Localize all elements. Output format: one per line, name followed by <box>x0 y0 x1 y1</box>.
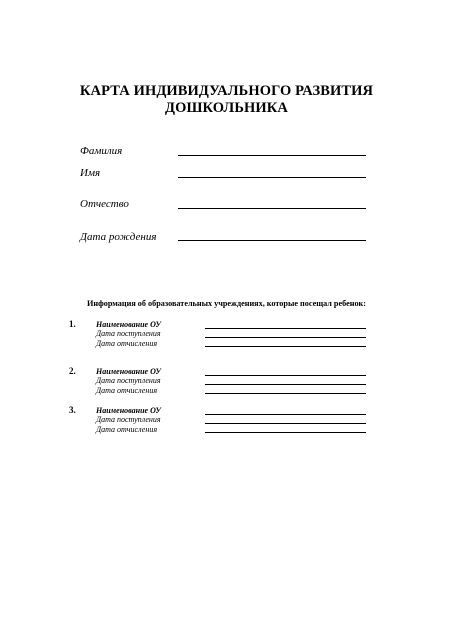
institution-number: 2. <box>69 366 76 376</box>
institutions-heading: Информация об образовательных учреждениях, которые посещал ребенок: <box>87 299 366 308</box>
surname-field-line <box>178 155 366 156</box>
surname-label: Фамилия <box>80 145 123 157</box>
admission-date-label: Дата поступления <box>96 329 161 338</box>
expulsion-date-line <box>205 346 366 347</box>
admission-date-label: Дата поступления <box>96 415 161 424</box>
institution-name-line <box>205 375 366 376</box>
admission-date-line <box>205 423 366 424</box>
institution-name-label: Наименование ОУ <box>96 320 161 329</box>
patronymic-label: Отчество <box>80 198 129 210</box>
institution-name-label: Наименование ОУ <box>96 406 161 415</box>
admission-date-line <box>205 384 366 385</box>
admission-date-label: Дата поступления <box>96 376 161 385</box>
birth-date-field-line <box>178 240 366 241</box>
birth-date-label: Дата рождения <box>80 231 157 243</box>
admission-date-line <box>205 337 366 338</box>
expulsion-date-label: Дата отчисления <box>96 425 158 434</box>
institution-name-line <box>205 414 366 415</box>
first-name-label: Имя <box>80 167 101 179</box>
institution-name-line <box>205 328 366 329</box>
expulsion-date-line <box>205 393 366 394</box>
institution-number: 3. <box>69 405 76 415</box>
patronymic-field-line <box>178 208 366 209</box>
document-title-line-1: КАРТА ИНДИВИДУАЛЬНОГО РАЗВИТИЯ <box>79 83 374 99</box>
expulsion-date-label: Дата отчисления <box>96 386 158 395</box>
institution-name-label: Наименование ОУ <box>96 367 161 376</box>
expulsion-date-label: Дата отчисления <box>96 339 158 348</box>
expulsion-date-line <box>205 432 366 433</box>
document-title-line-2: ДОШКОЛЬНИКА <box>165 100 288 116</box>
institution-number: 1. <box>69 319 76 329</box>
first-name-field-line <box>178 177 366 178</box>
